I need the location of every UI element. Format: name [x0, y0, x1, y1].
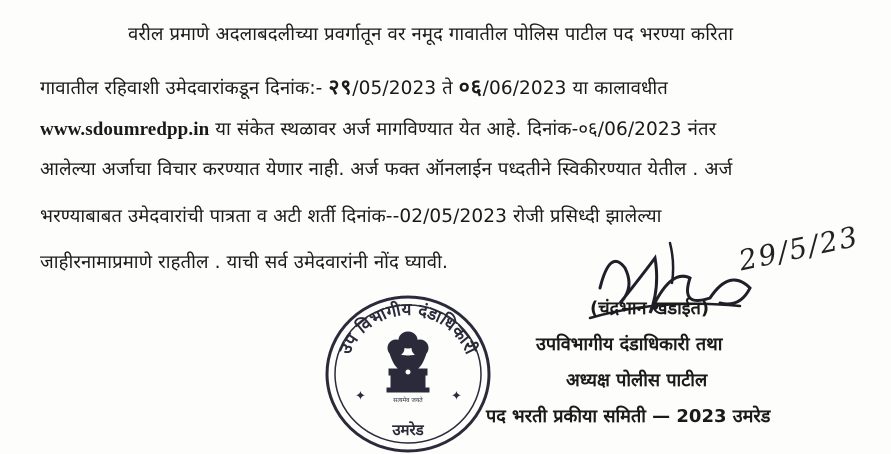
- signature-date: 29/5/23: [735, 219, 863, 278]
- line2-text-c: /06/2023 या कालावधीत: [482, 78, 668, 99]
- national-emblem-icon: [387, 332, 429, 392]
- seal-star-right: ✦: [451, 389, 462, 404]
- emblem-motto: सत्यमेव जयते: [393, 397, 423, 404]
- start-day: २९: [328, 74, 353, 99]
- paragraph-line-5: भरण्याबाबत उमेदवारांची पात्रता व अटी शर्ती दिनांक--02/05/2023 रोजी प्रसिध्दी झालेल्या: [40, 206, 662, 227]
- official-seal: [323, 292, 493, 454]
- signatory-designation-1: उपविभागीय दंडाधिकारी तथा: [536, 334, 723, 355]
- paragraph-line-2: [40, 75, 668, 101]
- seal-star-left: ✦: [355, 389, 366, 404]
- end-day: ०६: [458, 74, 483, 99]
- paragraph-line-1: वरील प्रमाणे अदलाबदलीच्या प्रवर्गातून वर नमूद गावातील पोलिस पाटील पद भरण्या करिता: [128, 24, 734, 45]
- paragraph-line-6: जाहीरनामाप्रमाणे राहतील . याची सर्व उमेदवारांनी नोंद घ्यावी.: [40, 252, 448, 273]
- line2-text-a: गावातील रहिवाशी उमेदवारांकडून दिनांक:-: [40, 78, 323, 99]
- signatory-designation-2: अध्यक्ष पोलीस पाटील: [566, 370, 708, 391]
- seal-top-text: उप विभागीय दंडाधिकारी: [335, 299, 481, 358]
- paragraph-line-3: [40, 118, 716, 142]
- line2-text-b: /05/2023 ते: [352, 78, 453, 99]
- signatory-designation-3: पद भरती प्रकीया समिती — 2023 उमरेड: [486, 406, 771, 427]
- signatory-name: (चंद्रभान खडाईत): [590, 298, 710, 319]
- line3-text: या संकेत स्थळावर अर्ज मागविण्यात येत आहे. दिनांक-०६/06/2023 नंतर: [215, 119, 717, 140]
- seal-bottom-text: उमरेड: [392, 421, 424, 439]
- paragraph-line-4: आलेल्या अर्जाचा विचार करण्यात येणार नाही. अर्ज फक्त ऑनलाईन पध्दतीने स्विकीरण्यात येतील . अर्ज: [40, 159, 733, 180]
- website-url: www.sdoumredpp.in: [40, 119, 210, 140]
